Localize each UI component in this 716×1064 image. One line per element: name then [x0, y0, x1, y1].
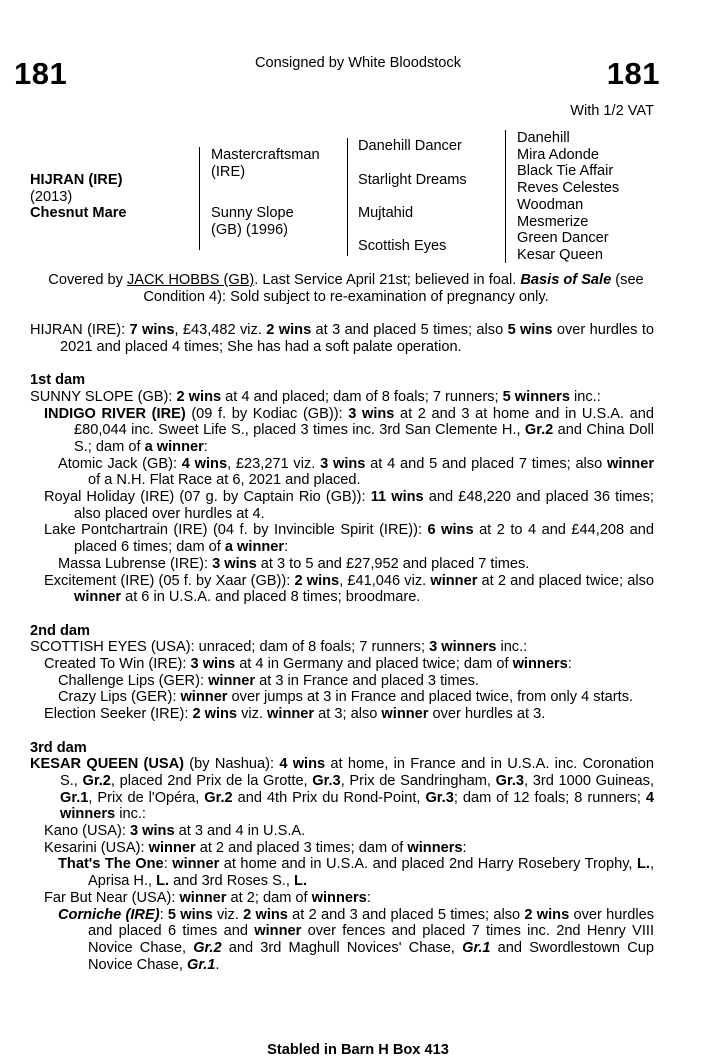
third-dam-record: KESAR QUEEN (USA) (by Nashua): 4 wins at home, in France and in U.S.A. inc. Coronation S., Gr.2, placed 2nd Prix de la Grotte, Gr.3, Prix de Sandringham, Gr.3, 3rd 1000 Guineas, Gr.1, Prix de l'Opéra, Gr.2 and 4th Prix du Rond-Point, Gr.3; dam of 12 foals; 8 runners; 4 winners inc.:	[30, 756, 655, 823]
pedigree-divider-3	[505, 130, 506, 263]
progeny-excitement: Excitement (IRE) (05 f. by Xaar (GB)): 2 wins, £41,046 viz. winner at 2 and placed twice; also winner at 6 in U.S.A. and placed 8 times; broodmare.	[44, 572, 655, 606]
progeny-massa-lubrense: Massa Lubrense (IRE): 3 wins at 3 to 5 and £27,952 and placed 7 times.	[58, 555, 530, 572]
covered-mid: . Last Service April 21st; believed in foal.	[254, 272, 521, 288]
first-dam-heading: 1st dam	[30, 372, 86, 389]
progeny-thats-the-one: That's The One: winner at home and in U.S.A. and placed 2nd Harry Rosebery Trophy, L., Aprisa H., L. and 3rd Roses S., L.	[58, 856, 654, 890]
pedigree-sire: Mastercraftsman (IRE)	[211, 147, 320, 180]
pedigree-g3-3: Black Tie Affair	[517, 163, 614, 180]
progeny-kesarini: Kesarini (USA): winner at 2 and placed 3 times; dam of winners:	[44, 839, 467, 856]
pedigree-g3-4: Reves Celestes	[517, 180, 620, 197]
pedigree-sire-sire: Danehill Dancer	[358, 138, 462, 154]
stabling-footer: Stabled in Barn H Box 413	[267, 1042, 449, 1058]
pedigree-dam-sire: Mujtahid	[358, 205, 414, 221]
basis-of-sale: Basis of Sale	[520, 272, 612, 288]
progeny-created-to-win: Created To Win (IRE): 3 wins at 4 in Germany and placed twice; dam of winners:	[44, 656, 572, 673]
horse-identity	[30, 172, 127, 222]
catalogue-body	[30, 322, 654, 973]
pedigree-third-generation	[517, 130, 619, 264]
first-dam-record: SUNNY SLOPE (GB): 2 wins at 4 and placed; dam of 8 foals; 7 runners; 5 winners inc.:	[30, 388, 601, 405]
pedigree-dam-dam: Scottish Eyes	[358, 238, 447, 254]
progeny-election-seeker: Election Seeker (IRE): 2 wins viz. winner at 3; also winner over hurdles at 3.	[44, 706, 546, 723]
second-dam-record: SCOTTISH EYES (USA): unraced; dam of 8 foals; 7 runners; 3 winners inc.:	[30, 639, 528, 656]
covered-prefix: Covered by	[48, 272, 127, 288]
horse-name: HIJRAN (IRE)	[30, 172, 123, 188]
covered-suffix: (see Condition 4): Sold subject to re-examination of pregnancy only.	[143, 272, 644, 305]
progeny-indigo-river: INDIGO RIVER (IRE) (09 f. by Kodiac (GB)): 3 wins at 2 and 3 at home and in U.S.A. and £80,044 inc. Sweet Life S., placed 3 times inc. 3rd San Clemente H., Gr.2 and China Doll S.; dam of a winner:	[44, 405, 655, 455]
vat-note: With 1/2 VAT	[570, 103, 654, 119]
progeny-royal-holiday: Royal Holiday (IRE) (07 g. by Captain Rio (GB)): 11 wins and £48,220 and placed 36 times; also placed over hurdles at 4.	[44, 489, 654, 522]
pedigree-g3-2: Mira Adonde	[517, 146, 599, 163]
horse-description: Chesnut Mare	[30, 205, 127, 222]
covering-stallion: JACK HOBBS (GB)	[126, 272, 255, 288]
progeny-atomic-jack: Atomic Jack (GB): 4 wins, £23,271 viz. 3 wins at 4 and 5 and placed 7 times; also winner of a N.H. Flat Race at 6, 2021 and placed.	[58, 455, 655, 489]
lot-number-right: 181	[606, 56, 660, 91]
pedigree-divider-1	[199, 147, 200, 250]
horse-year: (2013)	[30, 188, 73, 205]
pedigree-g3-8: Kesar Queen	[517, 246, 603, 263]
pedigree-g3-5: Woodman	[517, 196, 584, 213]
progeny-corniche: Corniche (IRE): 5 wins viz. 2 wins at 2 and 3 and placed 5 times; also 2 wins over hurdles and placed 6 times and winner over fences and placed 7 times inc. 2nd Henry VIII Novice Chase, Gr.2 and 3rd Maghull Novices' Chase, Gr.1 and Swordlestown Cup Novice Chase, Gr.1.	[58, 906, 654, 973]
horse-record: HIJRAN (IRE): 7 wins, £43,482 viz. 2 wins at 3 and placed 5 times; also 5 wins over hurdles to 2021 and placed 4 times; She has had a soft palate operation.	[30, 322, 655, 355]
pedigree-g3-1: Danehill	[517, 130, 570, 146]
pedigree-dam: Sunny Slope (GB) (1996)	[211, 205, 294, 238]
pedigree-g3-6: Mesmerize	[517, 213, 589, 230]
consignor: Consigned by White Bloodstock	[254, 55, 462, 71]
progeny-challenge-lips: Challenge Lips (GER): winner at 3 in France and placed 3 times.	[58, 672, 479, 689]
covered-notice	[36, 272, 656, 305]
lot-number-left: 181	[14, 56, 68, 91]
pedigree-sire-dam: Starlight Dreams	[358, 172, 467, 188]
second-dam-heading: 2nd dam	[30, 622, 91, 639]
progeny-far-but-near: Far But Near (USA): winner at 2; dam of winners:	[44, 889, 371, 906]
progeny-lake-pontchartrain: Lake Pontchartrain (IRE) (04 f. by Invincible Spirit (IRE)): 6 wins at 2 to 4 and £44,208 and placed 6 times; dam of a winner:	[44, 522, 654, 556]
pedigree-g3-7: Green Dancer	[517, 230, 609, 247]
progeny-crazy-lips: Crazy Lips (GER): winner over jumps at 3 in France and placed twice, from only 4 starts.	[58, 689, 634, 706]
pedigree-divider-2	[347, 138, 348, 256]
third-dam-heading: 3rd dam	[30, 739, 87, 756]
progeny-kano: Kano (USA): 3 wins at 3 and 4 in U.S.A.	[44, 823, 306, 840]
